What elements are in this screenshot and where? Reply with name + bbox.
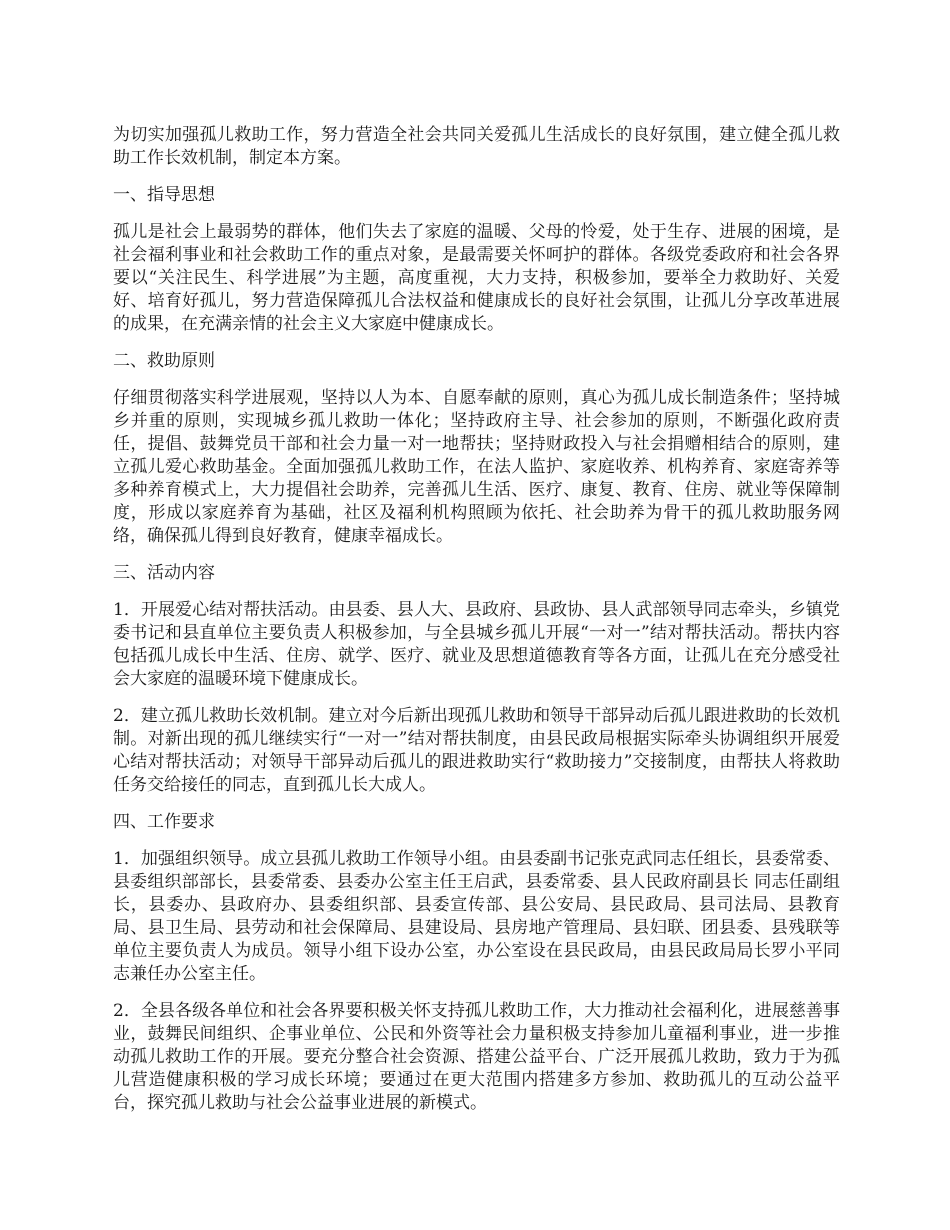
intro-paragraph: 为切实加强孤儿救助工作，努力营造全社会共同关爱孤儿生活成长的良好氛围，建立健全孤儿救助工作长效机制，制定本方案。 [113,125,840,168]
guiding-ideology-paragraph: 孤儿是社会上最弱势的群体，他们失去了家庭的温暖、父母的怜爱，处于生存、进展的困境，是社会福利事业和社会救助工作的重点对象，是最需要关怀呵护的群体。各级党委政府和社会各界要以“关注民生、科学进展”为主题，高度重视，大力支持，积极参加，要举全力救助好、关爱好、培育好孤儿，努力营造保障孤儿合法权益和健康成长的良好社会氛围，让孤儿分享改革进展的成果，在充满亲情的社会主义大家庭中健康成长。 [113,222,840,334]
section-heading-assistance-principles: 二、救助原则 [113,351,215,371]
document-body [113,124,840,1129]
section-heading-activity-content: 三、活动内容 [113,563,215,583]
requirement-item-1: 1．加强组织领导。成立县孤儿救助工作领导小组。由县委副书记张克武同志任组长，县委常委、县委组织部部长，县委常委、县委办公室主任王启武，县委常委、县人民政府副县长 同志任副组长，县委办、县政府办、县委组织部、县委宣传部、县公安局、县民政局、县司法局、县教育局、县卫生局、县劳动和社会保障局、县建设局、县房地产管理局、县妇联、团县委、县残联等单位主要负责人为成员。领导小组下设办公室，办公室设在县民政局，由县民政局局长罗小平同志兼任办公室主任。 [113,849,840,984]
assistance-principles-paragraph: 仔细贯彻落实科学进展观，坚持以人为本、自愿奉献的原则，真心为孤儿成长制造条件；坚持城乡并重的原则，实现城乡孤儿救助一体化；坚持政府主导、社会参加的原则，不断强化政府责任，提倡、鼓舞党员干部和社会力量一对一地帮扶；坚持财政投入与社会捐赠相结合的原则，建立孤儿爱心救助基金。全面加强孤儿救助工作，在法人监护、家庭收养、机构养育、家庭寄养等多种养育模式上，大力提倡社会助养，完善孤儿生活、医疗、康复、教育、住房、就业等保障制度，形成以家庭养育为基础，社区及福利机构照顾为依托、社会助养为骨干的孤儿救助服务网络，确保孤儿得到良好教育，健康幸福成长。 [113,388,840,546]
activity-item-1: 1．开展爱心结对帮扶活动。由县委、县人大、县政府、县政协、县人武部领导同志牵头，乡镇党委书记和县直单位主要负责人积极参加，与全县城乡孤儿开展“一对一”结对帮扶活动。帮扶内容包括孤儿成长中生活、住房、就学、医疗、就业及思想道德教育等各方面，让孤儿在充分感受社会大家庭的温暖环境下健康成长。 [113,600,840,689]
activity-item-2: 2．建立孤儿救助长效机制。建立对今后新出现孤儿救助和领导干部异动后孤儿跟进救助的长效机制。对新出现的孤儿继续实行“一对一”结对帮扶制度，由县民政局根据实际牵头协调组织开展爱心结对帮扶活动；对领导干部异动后孤儿的跟进救助实行“救助接力”交接制度，由帮扶人将救助任务交给接任的同志，直到孤儿长大成人。 [113,706,840,795]
section-heading-work-requirements: 四、工作要求 [113,812,215,832]
requirement-item-2: 2．全县各级各单位和社会各界要积极关怀支持孤儿救助工作，大力推动社会福利化，进展慈善事业，鼓舞民间组织、企事业单位、公民和外资等社会力量积极支持参加儿童福利事业，进一步推动孤儿救助工作的开展。要充分整合社会资源、搭建公益平台、广泛开展孤儿救助，致力于为孤儿营造健康积极的学习成长环境；要通过在更大范围内搭建多方参加、救助孤儿的互动公益平台，探究孤儿救助与社会公益事业进展的新模式。 [113,1001,840,1113]
section-heading-guiding-ideology: 一、指导思想 [113,185,215,205]
